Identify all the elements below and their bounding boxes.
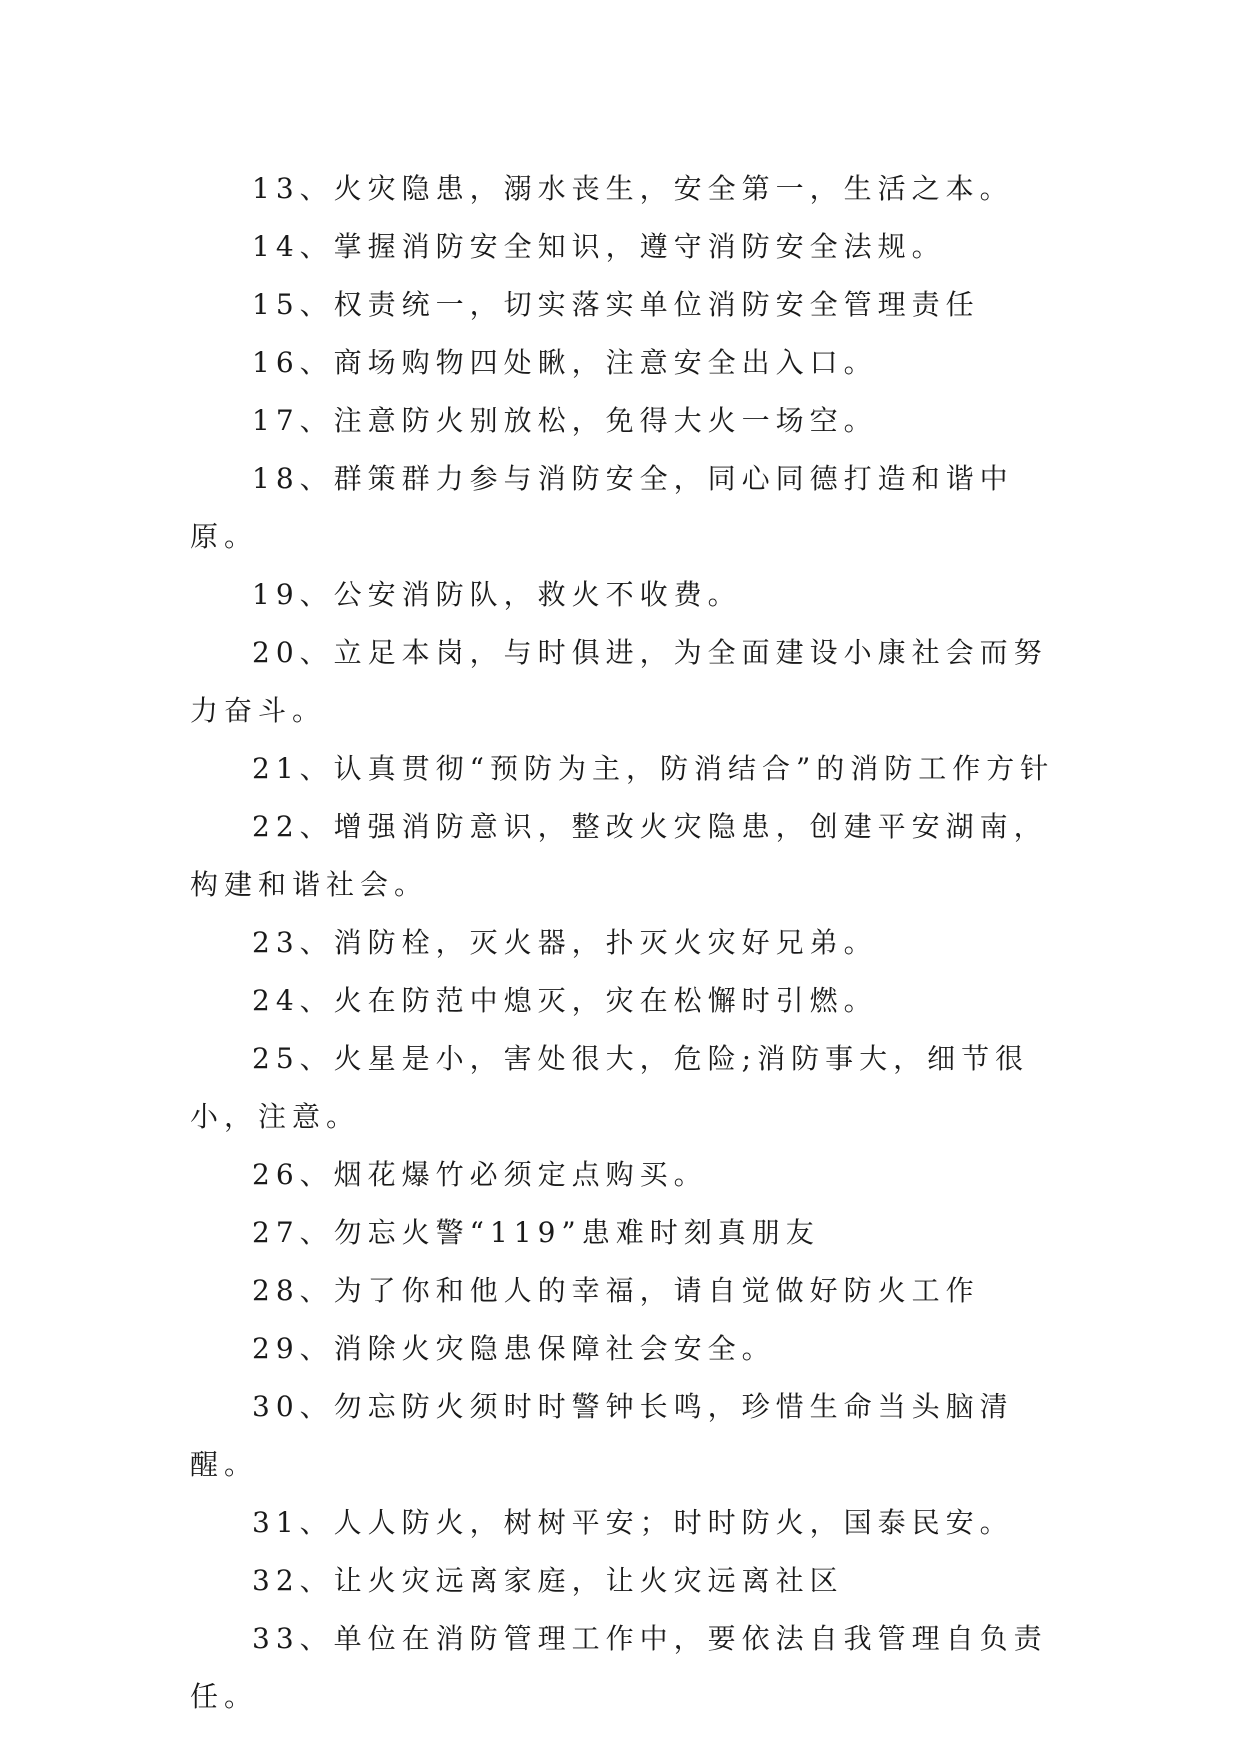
slogan-item: 33、单位在消防管理工作中，要依法自我管理自负责任。 xyxy=(190,1622,1048,1713)
slogan-item: 25、火星是小，害处很大，危险;消防事大，细节很小，注意。 xyxy=(190,1042,1030,1133)
slogan-item: 21、认真贯彻“预防为主，防消结合”的消防工作方针 xyxy=(252,752,1055,785)
slogan-item: 23、消防栓，灭火器，扑灭火灾好兄弟。 xyxy=(252,926,878,959)
slogan-item: 27、勿忘火警“119”患难时刻真朋友 xyxy=(252,1216,820,1249)
slogan-item: 22、增强消防意识，整改火灾隐患，创建平安湖南，构建和谐社会。 xyxy=(190,810,1048,901)
slogan-item: 29、消除火灾隐患保障社会安全。 xyxy=(252,1332,776,1365)
slogan-item: 18、群策群力参与消防安全，同心同德打造和谐中原。 xyxy=(190,462,1014,553)
slogan-list xyxy=(190,160,1060,1726)
slogan-item: 31、人人防火，树树平安；时时防火，国泰民安。 xyxy=(252,1506,1014,1539)
slogan-item: 13、火灾隐患，溺水丧生，安全第一，生活之本。 xyxy=(252,172,1014,205)
slogan-item: 26、烟花爆竹必须定点购买。 xyxy=(252,1158,708,1191)
slogan-item: 14、掌握消防安全知识，遵守消防安全法规。 xyxy=(252,230,946,263)
slogan-item: 24、火在防范中熄灭，灾在松懈时引燃。 xyxy=(252,984,878,1017)
slogan-item: 17、注意防火别放松，免得大火一场空。 xyxy=(252,404,878,437)
slogan-item: 19、公安消防队，救火不收费。 xyxy=(252,578,742,611)
slogan-item: 20、立足本岗，与时俱进，为全面建设小康社会而努力奋斗。 xyxy=(190,636,1048,727)
slogan-item: 28、为了你和他人的幸福，请自觉做好防火工作 xyxy=(252,1274,980,1307)
slogan-item: 32、让火灾远离家庭，让火灾远离社区 xyxy=(252,1564,844,1597)
slogan-item: 30、勿忘防火须时时警钟长鸣，珍惜生命当头脑清醒。 xyxy=(190,1390,1014,1481)
slogan-item: 16、商场购物四处瞅，注意安全出入口。 xyxy=(252,346,878,379)
slogan-item: 15、权责统一，切实落实单位消防安全管理责任 xyxy=(252,288,980,321)
